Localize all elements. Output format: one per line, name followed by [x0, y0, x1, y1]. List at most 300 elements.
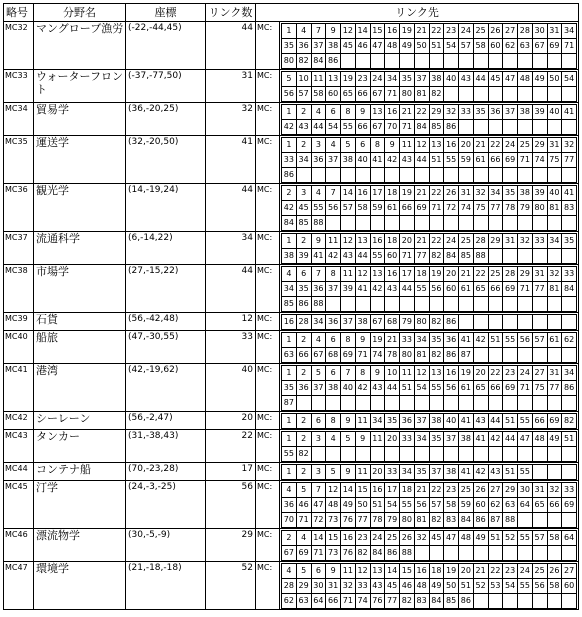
link-cell: [355, 216, 370, 231]
link-cell: [341, 447, 356, 462]
link-cell: [562, 465, 577, 480]
link-cell: 35: [429, 432, 444, 447]
link-cell: 82: [429, 348, 444, 363]
row-abbr: MC43: [4, 430, 34, 463]
row-mc-label: MC:: [256, 184, 280, 232]
link-cell: 51: [459, 579, 474, 594]
link-cell: [473, 216, 488, 231]
link-cell: [400, 396, 415, 411]
link-cell: 15: [370, 24, 385, 39]
link-cell: 65: [473, 282, 488, 297]
link-cell: 9: [341, 414, 356, 429]
link-cell: 33: [355, 579, 370, 594]
link-cell: [488, 168, 503, 183]
row-link-targets: [280, 22, 579, 70]
link-cell: 87: [282, 396, 297, 411]
link-cell: [385, 216, 400, 231]
link-cell: 67: [370, 120, 385, 135]
link-cell: [459, 297, 474, 312]
link-cell: 21: [414, 24, 429, 39]
link-cell: 8: [326, 267, 341, 282]
link-cell: 62: [562, 333, 577, 348]
link-cell: 76: [341, 513, 356, 528]
link-cell: 77: [532, 282, 547, 297]
link-cell: [400, 54, 415, 69]
link-cell: 30: [532, 24, 547, 39]
link-cell: 31: [326, 579, 341, 594]
link-cell: 31: [459, 186, 474, 201]
link-cell: [488, 396, 503, 411]
link-cell: 20: [473, 366, 488, 381]
link-cell: [414, 546, 429, 561]
link-cell: [488, 447, 503, 462]
link-cell: 43: [473, 414, 488, 429]
link-cell: [562, 120, 577, 135]
link-cell: 5: [296, 483, 311, 498]
link-cell: 38: [326, 39, 341, 54]
link-cell: 60: [385, 249, 400, 264]
table-row: [4, 430, 579, 463]
link-cell: 82: [429, 315, 444, 330]
link-cell: 13: [370, 105, 385, 120]
link-cell: 27: [532, 366, 547, 381]
link-cell: 44: [503, 432, 518, 447]
link-cell: 32: [341, 579, 356, 594]
link-cell: 77: [562, 153, 577, 168]
link-cell: 58: [473, 39, 488, 54]
row-field-name: タンカー: [34, 430, 126, 463]
link-cell: 38: [518, 105, 533, 120]
link-cell: 79: [385, 513, 400, 528]
link-cell: 38: [282, 249, 297, 264]
header-field-name: 分野名: [34, 4, 126, 22]
link-cell: 16: [385, 24, 400, 39]
link-cell: [459, 168, 474, 183]
link-cell: 15: [355, 483, 370, 498]
link-cell: 51: [562, 432, 577, 447]
link-cell: 31: [532, 267, 547, 282]
link-cell: 43: [488, 465, 503, 480]
link-cell: 61: [459, 282, 474, 297]
link-cell: [473, 594, 488, 609]
link-cell: 14: [311, 531, 326, 546]
link-cell: 84: [444, 249, 459, 264]
link-cell: 49: [532, 72, 547, 87]
link-cell: 42: [385, 153, 400, 168]
link-cell: 88: [311, 297, 326, 312]
row-coordinates: (31,-38,43): [126, 430, 206, 463]
link-cell: 71: [562, 39, 577, 54]
link-cell: 49: [473, 531, 488, 546]
link-cell: 55: [429, 381, 444, 396]
row-coordinates: (30,-5,-9): [126, 529, 206, 562]
link-cell: 79: [400, 315, 415, 330]
link-cell: 7: [311, 24, 326, 39]
link-cell: [562, 594, 577, 609]
link-cell: 11: [400, 366, 415, 381]
link-cell: 54: [385, 498, 400, 513]
link-cell: 16: [282, 315, 297, 330]
link-cell: 54: [562, 72, 577, 87]
row-coordinates: (21,-18,-18): [126, 562, 206, 610]
table-row: [4, 136, 579, 184]
link-cell: 35: [400, 72, 415, 87]
row-field-name: マングローブ漁労: [34, 22, 126, 70]
link-cell: 21: [459, 267, 474, 282]
link-cell: 82: [562, 414, 577, 429]
link-cell: 41: [562, 105, 577, 120]
link-cell: [518, 513, 533, 528]
link-cell: 86: [444, 120, 459, 135]
link-cell: [370, 168, 385, 183]
row-abbr: MC36: [4, 184, 34, 232]
row-field-name: コンテナ船: [34, 463, 126, 481]
link-cell: 84: [282, 216, 297, 231]
link-cell: [518, 249, 533, 264]
row-field-name: 石貨: [34, 313, 126, 331]
link-cell: 44: [414, 153, 429, 168]
link-cell: 20: [459, 138, 474, 153]
link-grid: [281, 530, 577, 561]
row-field-name: 汀学: [34, 481, 126, 529]
row-link-count: 12: [206, 313, 256, 331]
link-cell: 77: [385, 594, 400, 609]
link-cell: 43: [296, 120, 311, 135]
link-cell: 38: [341, 153, 356, 168]
link-cell: 80: [400, 348, 415, 363]
link-cell: 32: [547, 483, 562, 498]
link-cell: 42: [473, 333, 488, 348]
link-cell: 27: [503, 24, 518, 39]
link-cell: [518, 168, 533, 183]
link-cell: 66: [355, 87, 370, 102]
row-coordinates: (14,-19,24): [126, 184, 206, 232]
table-row: [4, 331, 579, 364]
link-cell: 15: [326, 531, 341, 546]
row-mc-label: MC:: [256, 430, 280, 463]
link-cell: 82: [429, 249, 444, 264]
link-cell: [547, 249, 562, 264]
link-cell: 20: [385, 432, 400, 447]
link-cell: 25: [473, 24, 488, 39]
link-cell: 9: [370, 366, 385, 381]
link-cell: 32: [518, 234, 533, 249]
link-cell: 88: [311, 216, 326, 231]
link-cell: 16: [414, 564, 429, 579]
link-cell: [532, 348, 547, 363]
link-cell: [459, 315, 474, 330]
link-cell: 35: [282, 39, 297, 54]
link-cell: [341, 168, 356, 183]
link-cell: 74: [370, 348, 385, 363]
link-cell: [562, 297, 577, 312]
link-cell: [326, 168, 341, 183]
link-cell: 49: [341, 498, 356, 513]
link-cell: 84: [414, 120, 429, 135]
link-cell: 38: [444, 465, 459, 480]
link-cell: [473, 396, 488, 411]
link-cell: 20: [370, 465, 385, 480]
link-cell: 23: [503, 366, 518, 381]
row-abbr: MC35: [4, 136, 34, 184]
row-abbr: MC33: [4, 70, 34, 103]
link-cell: 11: [355, 414, 370, 429]
link-cell: 25: [459, 483, 474, 498]
row-link-targets: [280, 430, 579, 463]
link-cell: 15: [400, 564, 415, 579]
link-cell: 88: [473, 249, 488, 264]
link-cell: 44: [488, 414, 503, 429]
row-abbr: MC40: [4, 331, 34, 364]
link-cell: 47: [518, 432, 533, 447]
link-cell: 84: [311, 54, 326, 69]
link-cell: 57: [341, 201, 356, 216]
link-cell: 50: [444, 579, 459, 594]
link-cell: 34: [311, 315, 326, 330]
link-cell: [459, 447, 474, 462]
link-cell: 85: [429, 120, 444, 135]
link-cell: [532, 87, 547, 102]
link-cell: 16: [341, 531, 356, 546]
link-cell: 56: [282, 87, 297, 102]
link-cell: 73: [326, 546, 341, 561]
link-cell: [341, 54, 356, 69]
link-cell: 13: [355, 234, 370, 249]
link-cell: 85: [444, 594, 459, 609]
row-link-targets: [280, 481, 579, 529]
link-cell: 37: [326, 282, 341, 297]
link-cell: 11: [311, 72, 326, 87]
link-cell: [444, 297, 459, 312]
row-link-targets: [280, 70, 579, 103]
row-link-targets: [280, 313, 579, 331]
link-cell: [444, 54, 459, 69]
link-cell: 79: [518, 201, 533, 216]
link-cell: 33: [459, 105, 474, 120]
link-cell: [444, 168, 459, 183]
link-cell: 24: [459, 24, 474, 39]
link-cell: 2: [296, 234, 311, 249]
link-grid: [281, 71, 577, 102]
link-cell: 69: [503, 381, 518, 396]
link-cell: [503, 297, 518, 312]
row-coordinates: (70,-23,28): [126, 463, 206, 481]
link-cell: 16: [385, 267, 400, 282]
link-cell: 85: [459, 249, 474, 264]
link-cell: 46: [296, 498, 311, 513]
link-cell: 71: [518, 282, 533, 297]
link-cell: [341, 216, 356, 231]
link-cell: 8: [355, 366, 370, 381]
link-cell: 3: [311, 138, 326, 153]
link-cell: 71: [400, 249, 415, 264]
link-cell: 31: [532, 483, 547, 498]
link-cell: 39: [341, 282, 356, 297]
link-cell: 65: [341, 87, 356, 102]
link-cell: 86: [326, 54, 341, 69]
row-field-name: 運送学: [34, 136, 126, 184]
link-cell: 34: [488, 186, 503, 201]
link-cell: 71: [518, 381, 533, 396]
link-cell: 71: [429, 201, 444, 216]
link-cell: 76: [341, 546, 356, 561]
link-cell: 84: [370, 546, 385, 561]
link-cell: 60: [326, 87, 341, 102]
link-cell: 8: [326, 414, 341, 429]
row-coordinates: (32,-20,50): [126, 136, 206, 184]
link-cell: [488, 120, 503, 135]
link-cell: 32: [547, 267, 562, 282]
row-abbr: MC47: [4, 562, 34, 610]
link-grid: [281, 266, 577, 312]
row-mc-label: MC:: [256, 331, 280, 364]
link-cell: [459, 216, 474, 231]
link-cell: 7: [311, 267, 326, 282]
row-mc-label: MC:: [256, 313, 280, 331]
link-cell: 5: [326, 465, 341, 480]
link-cell: [385, 297, 400, 312]
link-cell: 51: [503, 414, 518, 429]
link-cell: 5: [296, 564, 311, 579]
link-cell: 39: [532, 105, 547, 120]
link-cell: 25: [459, 234, 474, 249]
table-row: [4, 103, 579, 136]
link-cell: [473, 315, 488, 330]
table-row: [4, 364, 579, 412]
link-cell: 55: [518, 531, 533, 546]
link-cell: [562, 54, 577, 69]
link-cell: 29: [429, 105, 444, 120]
link-cell: [296, 168, 311, 183]
link-cell: 74: [355, 594, 370, 609]
link-cell: 30: [311, 579, 326, 594]
row-coordinates: (47,-30,55): [126, 331, 206, 364]
link-cell: 80: [532, 201, 547, 216]
link-cell: 64: [311, 594, 326, 609]
link-cell: 54: [414, 381, 429, 396]
link-cell: 11: [370, 432, 385, 447]
link-cell: 48: [385, 39, 400, 54]
link-cell: 37: [429, 465, 444, 480]
link-cell: 4: [311, 333, 326, 348]
link-cell: 36: [400, 414, 415, 429]
link-cell: 11: [341, 564, 356, 579]
link-cell: 20: [444, 267, 459, 282]
link-cell: 40: [444, 414, 459, 429]
link-cell: [414, 447, 429, 462]
link-cell: 18: [414, 267, 429, 282]
link-cell: [311, 396, 326, 411]
link-cell: [547, 546, 562, 561]
row-coordinates: (36,-20,25): [126, 103, 206, 136]
link-cell: 71: [355, 348, 370, 363]
link-cell: 69: [414, 201, 429, 216]
link-cell: [562, 546, 577, 561]
link-cell: 34: [385, 72, 400, 87]
link-cell: 44: [400, 282, 415, 297]
link-cell: 11: [326, 234, 341, 249]
link-cell: [326, 297, 341, 312]
link-cell: 19: [459, 366, 474, 381]
link-cell: [503, 87, 518, 102]
link-grid: [281, 23, 577, 69]
link-cell: [429, 216, 444, 231]
row-link-count: 32: [206, 103, 256, 136]
link-cell: 14: [355, 24, 370, 39]
link-cell: 37: [341, 315, 356, 330]
link-grid: [281, 233, 577, 264]
link-cell: 8: [370, 138, 385, 153]
link-cell: [532, 297, 547, 312]
link-cell: 18: [385, 186, 400, 201]
link-cell: 37: [311, 39, 326, 54]
link-cell: 81: [414, 348, 429, 363]
link-cell: 4: [296, 531, 311, 546]
link-cell: [503, 216, 518, 231]
link-cell: [488, 216, 503, 231]
link-cell: 12: [414, 366, 429, 381]
link-cell: 16: [385, 105, 400, 120]
link-grid: [281, 413, 577, 429]
link-cell: 86: [562, 381, 577, 396]
link-cell: 66: [355, 120, 370, 135]
link-cell: [429, 54, 444, 69]
link-cell: 69: [503, 282, 518, 297]
link-cell: 4: [326, 138, 341, 153]
link-cell: 69: [562, 498, 577, 513]
link-cell: [518, 594, 533, 609]
link-cell: 34: [414, 432, 429, 447]
link-cell: 31: [547, 138, 562, 153]
link-cell: [488, 546, 503, 561]
link-cell: 61: [459, 381, 474, 396]
link-cell: [459, 396, 474, 411]
link-cell: 5: [341, 432, 356, 447]
link-cell: [355, 396, 370, 411]
link-cell: 33: [400, 432, 415, 447]
link-cell: 26: [400, 531, 415, 546]
link-cell: 57: [429, 498, 444, 513]
link-cell: 86: [459, 594, 474, 609]
link-cell: [473, 447, 488, 462]
link-cell: 42: [488, 432, 503, 447]
row-mc-label: MC:: [256, 22, 280, 70]
link-cell: 22: [429, 234, 444, 249]
link-cell: 38: [429, 72, 444, 87]
link-cell: [503, 315, 518, 330]
link-cell: 22: [429, 483, 444, 498]
link-cell: 59: [459, 498, 474, 513]
link-cell: 63: [518, 39, 533, 54]
link-cell: 26: [473, 483, 488, 498]
link-cell: [547, 297, 562, 312]
link-cell: 56: [326, 201, 341, 216]
link-cell: 24: [518, 366, 533, 381]
link-cell: 88: [503, 513, 518, 528]
link-cell: [473, 348, 488, 363]
link-cell: 43: [341, 249, 356, 264]
link-cell: [473, 87, 488, 102]
link-cell: 49: [400, 39, 415, 54]
link-cell: 21: [385, 333, 400, 348]
link-cell: [518, 546, 533, 561]
link-cell: 9: [355, 333, 370, 348]
link-cell: 45: [488, 72, 503, 87]
row-coordinates: (-37,-77,50): [126, 70, 206, 103]
link-cell: 36: [296, 39, 311, 54]
link-cell: 36: [311, 153, 326, 168]
row-field-name: 港湾: [34, 364, 126, 412]
